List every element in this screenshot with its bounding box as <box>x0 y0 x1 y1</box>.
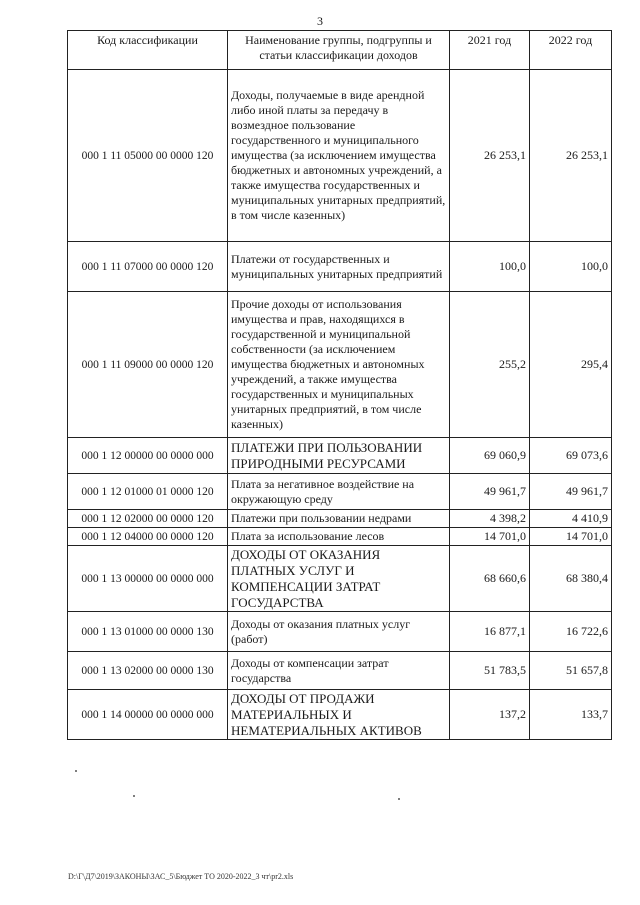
row-code: 000 1 14 00000 00 0000 000 <box>68 690 228 740</box>
row-code: 000 1 11 09000 00 0000 120 <box>68 292 228 438</box>
header-code: Код классификации <box>68 31 228 70</box>
table-header-row <box>68 31 612 70</box>
row-value-2022: 26 253,1 <box>530 70 612 242</box>
row-name: ДОХОДЫ ОТ ПРОДАЖИ МАТЕРИАЛЬНЫХ И НЕМАТЕРИАЛЬНЫХ АКТИВОВ <box>228 690 450 740</box>
row-value-2021: 51 783,5 <box>450 652 530 690</box>
row-name: Прочие доходы от использования имущества и прав, находящихся в государственной и муниципальной собственности (за исключением имущества бюджетных и автономных учреждений, а также имущества государственных и муниципальных унитарных предприятий, в том числе казенных) <box>228 292 450 438</box>
row-value-2021: 100,0 <box>450 242 530 292</box>
footer-file-path: D:\Г\Д7\2019\ЗАКОНЫ\ЗАС_5\Бюджет ТО 2020-2022_3 чт\pr2.xls <box>68 872 294 881</box>
table-row <box>68 528 612 546</box>
row-name: Доходы от компенсации затрат государства <box>228 652 450 690</box>
scan-speck <box>398 798 400 800</box>
row-name: ДОХОДЫ ОТ ОКАЗАНИЯ ПЛАТНЫХ УСЛУГ И КОМПЕНСАЦИИ ЗАТРАТ ГОСУДАРСТВА <box>228 546 450 612</box>
row-name: Плата за негативное воздействие на окружающую среду <box>228 474 450 510</box>
table-row <box>68 690 612 740</box>
table-row <box>68 292 612 438</box>
scan-speck <box>75 770 77 772</box>
row-value-2022: 295,4 <box>530 292 612 438</box>
row-value-2021: 14 701,0 <box>450 528 530 546</box>
row-value-2022: 14 701,0 <box>530 528 612 546</box>
table-row <box>68 510 612 528</box>
row-code: 000 1 13 00000 00 0000 000 <box>68 546 228 612</box>
header-2021: 2021 год <box>450 31 530 70</box>
row-name: Плата за использование лесов <box>228 528 450 546</box>
header-name: Наименование группы, подгруппы и статьи классификации доходов <box>228 31 450 70</box>
row-value-2022: 68 380,4 <box>530 546 612 612</box>
row-name: ПЛАТЕЖИ ПРИ ПОЛЬЗОВАНИИ ПРИРОДНЫМИ РЕСУРСАМИ <box>228 438 450 474</box>
row-value-2022: 4 410,9 <box>530 510 612 528</box>
row-value-2022: 69 073,6 <box>530 438 612 474</box>
row-value-2022: 100,0 <box>530 242 612 292</box>
row-code: 000 1 13 01000 00 0000 130 <box>68 612 228 652</box>
row-code: 000 1 12 00000 00 0000 000 <box>68 438 228 474</box>
row-code: 000 1 12 01000 01 0000 120 <box>68 474 228 510</box>
row-code: 000 1 13 02000 00 0000 130 <box>68 652 228 690</box>
row-name: Платежи при пользовании недрами <box>228 510 450 528</box>
table-row <box>68 546 612 612</box>
row-value-2021: 255,2 <box>450 292 530 438</box>
row-name: Платежи от государственных и муниципальных унитарных предприятий <box>228 242 450 292</box>
row-code: 000 1 12 02000 00 0000 120 <box>68 510 228 528</box>
row-name: Доходы от оказания платных услуг (работ) <box>228 612 450 652</box>
table-row <box>68 652 612 690</box>
row-value-2021: 69 060,9 <box>450 438 530 474</box>
revenue-classification-table <box>67 30 612 740</box>
table-row <box>68 70 612 242</box>
table-row <box>68 242 612 292</box>
table-row <box>68 438 612 474</box>
row-value-2021: 26 253,1 <box>450 70 530 242</box>
table-row <box>68 474 612 510</box>
row-value-2022: 133,7 <box>530 690 612 740</box>
row-code: 000 1 11 05000 00 0000 120 <box>68 70 228 242</box>
header-2022: 2022 год <box>530 31 612 70</box>
page-number: 3 <box>317 14 323 28</box>
row-value-2021: 4 398,2 <box>450 510 530 528</box>
row-code: 000 1 12 04000 00 0000 120 <box>68 528 228 546</box>
row-value-2022: 16 722,6 <box>530 612 612 652</box>
table-row <box>68 612 612 652</box>
scan-speck <box>133 795 135 797</box>
row-value-2021: 137,2 <box>450 690 530 740</box>
row-name: Доходы, получаемые в виде арендной либо иной платы за передачу в возмездное пользование государственного и муниципального имущества (за исключением имущества бюджетных и автономных учреждений, а также имущества государственных и муниципальных унитарных предприятий, в том числе казенных) <box>228 70 450 242</box>
row-value-2021: 68 660,6 <box>450 546 530 612</box>
row-value-2022: 49 961,7 <box>530 474 612 510</box>
row-value-2021: 49 961,7 <box>450 474 530 510</box>
row-value-2021: 16 877,1 <box>450 612 530 652</box>
row-value-2022: 51 657,8 <box>530 652 612 690</box>
row-code: 000 1 11 07000 00 0000 120 <box>68 242 228 292</box>
